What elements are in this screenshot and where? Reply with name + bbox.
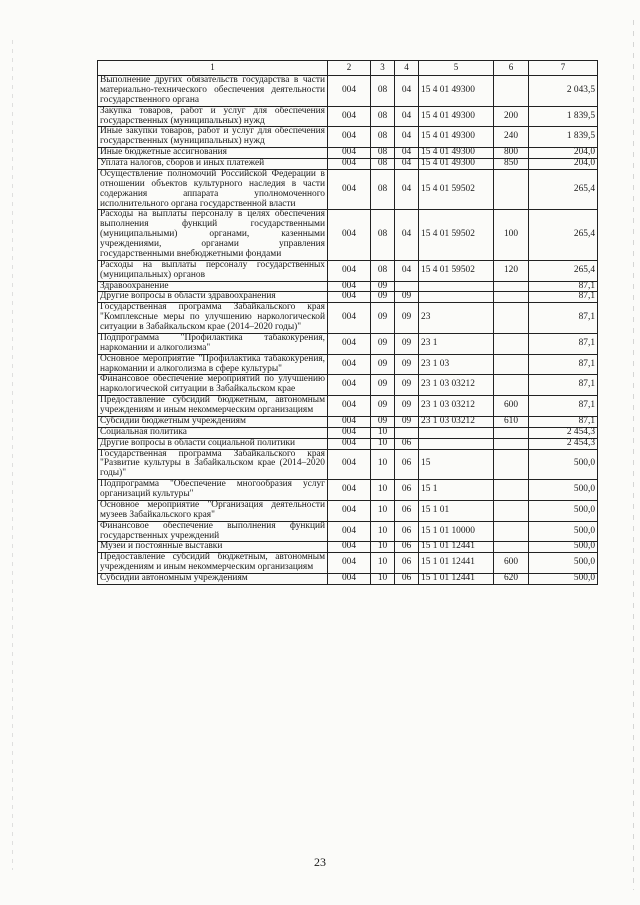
cell-admin-code: 004 [328,427,371,438]
cell-name: Выполнение других обязательств государства в части материально-технического обеспечения деятельности государственного органа [98,76,328,107]
cell-expense-type [494,281,529,292]
cell-target-article [419,292,494,303]
cell-name: Основное мероприятие "Профилактика табакокурения, наркомании и алкоголизма в сфере культуры" [98,354,328,375]
cell-target-article: 15 4 01 49300 [419,127,494,148]
cell-name: Субсидии автономным учреждениям [98,574,328,585]
cell-expense-type: 850 [494,159,529,170]
cell-expense-type [494,303,529,334]
cell-expense-type: 600 [494,396,529,417]
cell-section: 10 [371,542,395,553]
cell-target-article: 15 4 01 49300 [419,76,494,107]
table-row [98,106,598,127]
cell-admin-code: 004 [328,500,371,521]
cell-subsection [395,427,419,438]
cell-amount: 87,1 [529,292,598,303]
cell-expense-type [494,438,529,449]
cell-expense-type [494,333,529,354]
table-header-row [98,61,598,76]
cell-expense-type [494,542,529,553]
table-row [98,500,598,521]
cell-subsection: 06 [395,480,419,501]
cell-subsection: 06 [395,542,419,553]
cell-expense-type: 620 [494,574,529,585]
cell-subsection [395,281,419,292]
cell-amount: 87,1 [529,354,598,375]
table-row [98,127,598,148]
cell-subsection: 06 [395,500,419,521]
cell-name: Субсидии бюджетным учреждениям [98,416,328,427]
cell-name: Закупка товаров, работ и услуг для обеспечения государственных (муниципальных) нужд [98,106,328,127]
table-row [98,574,598,585]
table-row [98,438,598,449]
cell-amount: 2 043,5 [529,76,598,107]
cell-target-article: 15 1 01 12441 [419,553,494,574]
cell-amount: 2 454,3 [529,427,598,438]
table-body [98,76,598,585]
cell-section: 08 [371,127,395,148]
table-row [98,354,598,375]
cell-section: 10 [371,500,395,521]
cell-section: 10 [371,438,395,449]
header-col-2: 2 [328,61,371,76]
cell-amount: 500,0 [529,542,598,553]
cell-section: 10 [371,574,395,585]
cell-admin-code: 004 [328,574,371,585]
cell-subsection: 04 [395,169,419,210]
cell-expense-type: 100 [494,210,529,260]
cell-subsection: 09 [395,354,419,375]
cell-target-article: 15 [419,449,494,480]
cell-section: 08 [371,106,395,127]
cell-section: 09 [371,375,395,396]
cell-target-article [419,438,494,449]
table-row [98,76,598,107]
table-row [98,553,598,574]
cell-target-article: 15 1 01 [419,500,494,521]
cell-section: 08 [371,159,395,170]
cell-name: Предоставление субсидий бюджетным, автономным учреждениям и иным некоммерческим организациям [98,396,328,417]
cell-amount: 1 839,5 [529,106,598,127]
cell-target-article: 15 4 01 59502 [419,169,494,210]
cell-section: 09 [371,281,395,292]
header-col-5: 5 [419,61,494,76]
cell-admin-code: 004 [328,210,371,260]
cell-admin-code: 004 [328,553,371,574]
cell-target-article: 23 1 03 03212 [419,375,494,396]
cell-expense-type: 120 [494,260,529,281]
cell-target-article: 15 4 01 49300 [419,148,494,159]
cell-name: Другие вопросы в области здравоохранения [98,292,328,303]
table-row [98,210,598,260]
cell-section: 08 [371,260,395,281]
cell-section: 08 [371,210,395,260]
cell-section: 10 [371,553,395,574]
cell-expense-type [494,292,529,303]
cell-expense-type: 600 [494,553,529,574]
cell-expense-type [494,500,529,521]
cell-target-article: 15 1 01 12441 [419,574,494,585]
header-col-7: 7 [529,61,598,76]
header-col-6: 6 [494,61,529,76]
cell-admin-code: 004 [328,480,371,501]
cell-admin-code: 004 [328,159,371,170]
scan-edge-left [12,40,13,870]
cell-subsection: 06 [395,574,419,585]
table-row [98,416,598,427]
cell-name: Основное мероприятие "Организация деятельности музеев Забайкальского края" [98,500,328,521]
cell-amount: 1 839,5 [529,127,598,148]
table-row [98,427,598,438]
cell-admin-code: 004 [328,542,371,553]
cell-name: Иные бюджетные ассигнования [98,148,328,159]
cell-name: Расходы на выплаты персоналу в целях обеспечения выполнения функций государственными (муниципальными) органами, казенными учреждениями, органами управления государственными внебюджетными фондами [98,210,328,260]
cell-name: Осуществление полномочий Российской Федерации в отношении объектов культурного наследия в части содержания аппарата уполномоченного исполнительного органа государственной власти [98,169,328,210]
header-col-1: 1 [98,61,328,76]
cell-amount: 87,1 [529,333,598,354]
cell-expense-type [494,427,529,438]
cell-expense-type [494,449,529,480]
cell-amount: 204,0 [529,148,598,159]
cell-amount: 87,1 [529,416,598,427]
cell-subsection: 04 [395,148,419,159]
cell-subsection: 04 [395,127,419,148]
cell-name: Государственная программа Забайкальского края "Развитие культуры в Забайкальском крае (2014–2020 годы)" [98,449,328,480]
cell-name: Подпрограмма "Профилактика табакокурения, наркомании и алкоголизма" [98,333,328,354]
table-row [98,260,598,281]
cell-target-article: 23 [419,303,494,334]
cell-amount: 87,1 [529,396,598,417]
cell-amount: 500,0 [529,553,598,574]
cell-expense-type: 610 [494,416,529,427]
cell-section: 10 [371,427,395,438]
cell-section: 09 [371,292,395,303]
cell-admin-code: 004 [328,281,371,292]
cell-subsection: 04 [395,210,419,260]
cell-name: Государственная программа Забайкальского края "Комплексные меры по улучшению наркологической ситуации в Забайкальском крае (2014–2020 годы)" [98,303,328,334]
cell-name: Иные закупки товаров, работ и услуг для обеспечения государственных (муниципальных) нужд [98,127,328,148]
cell-name: Другие вопросы в области социальной политики [98,438,328,449]
cell-section: 10 [371,480,395,501]
cell-target-article: 23 1 03 [419,354,494,375]
cell-section: 08 [371,148,395,159]
cell-subsection: 06 [395,553,419,574]
cell-admin-code: 004 [328,416,371,427]
cell-amount: 500,0 [529,500,598,521]
cell-subsection: 09 [395,333,419,354]
cell-name: Предоставление субсидий бюджетным, автономным учреждениям и иным некоммерческим организациям [98,553,328,574]
table-row [98,449,598,480]
cell-target-article [419,281,494,292]
cell-admin-code: 004 [328,438,371,449]
cell-target-article: 15 4 01 49300 [419,159,494,170]
table-row [98,396,598,417]
cell-target-article: 15 1 [419,480,494,501]
cell-target-article: 15 4 01 49300 [419,106,494,127]
cell-admin-code: 004 [328,169,371,210]
cell-subsection: 06 [395,521,419,542]
cell-expense-type [494,354,529,375]
cell-name: Подпрограмма "Обеспечение многообразия услуг организаций культуры" [98,480,328,501]
cell-name: Финансовое обеспечение выполнения функций государственных учреждений [98,521,328,542]
cell-target-article: 15 1 01 10000 [419,521,494,542]
cell-expense-type [494,480,529,501]
cell-admin-code: 004 [328,354,371,375]
cell-amount: 2 454,3 [529,438,598,449]
cell-subsection: 09 [395,416,419,427]
cell-admin-code: 004 [328,396,371,417]
cell-subsection: 09 [395,375,419,396]
cell-name: Уплата налогов, сборов и иных платежей [98,159,328,170]
cell-target-article: 15 4 01 59502 [419,210,494,260]
page-number: 23 [314,855,326,869]
table-row [98,303,598,334]
cell-section: 08 [371,169,395,210]
table-row [98,169,598,210]
cell-target-article [419,427,494,438]
cell-section: 10 [371,521,395,542]
cell-subsection: 04 [395,106,419,127]
cell-amount: 87,1 [529,303,598,334]
cell-section: 09 [371,416,395,427]
header-col-3: 3 [371,61,395,76]
header-col-4: 4 [395,61,419,76]
cell-section: 09 [371,354,395,375]
cell-admin-code: 004 [328,449,371,480]
cell-admin-code: 004 [328,375,371,396]
cell-admin-code: 004 [328,292,371,303]
table-row [98,333,598,354]
table-row [98,159,598,170]
cell-section: 10 [371,449,395,480]
cell-expense-type [494,375,529,396]
cell-admin-code: 004 [328,106,371,127]
cell-subsection: 09 [395,396,419,417]
cell-expense-type [494,76,529,107]
cell-subsection: 04 [395,260,419,281]
cell-subsection: 06 [395,449,419,480]
cell-expense-type [494,521,529,542]
cell-admin-code: 004 [328,127,371,148]
cell-target-article: 23 1 03 03212 [419,396,494,417]
table-row [98,148,598,159]
cell-name: Социальная политика [98,427,328,438]
cell-name: Музеи и постоянные выставки [98,542,328,553]
cell-section: 09 [371,333,395,354]
cell-expense-type: 200 [494,106,529,127]
cell-expense-type: 240 [494,127,529,148]
cell-target-article: 23 1 [419,333,494,354]
cell-admin-code: 004 [328,333,371,354]
cell-section: 08 [371,76,395,107]
cell-amount: 500,0 [529,574,598,585]
cell-admin-code: 004 [328,521,371,542]
cell-amount: 204,0 [529,159,598,170]
cell-expense-type: 800 [494,148,529,159]
table-row [98,375,598,396]
cell-target-article: 15 4 01 59502 [419,260,494,281]
cell-admin-code: 004 [328,148,371,159]
cell-target-article: 23 1 03 03212 [419,416,494,427]
cell-amount: 87,1 [529,281,598,292]
cell-amount: 265,4 [529,260,598,281]
cell-amount: 500,0 [529,521,598,542]
scan-edge-right [633,20,634,890]
cell-subsection: 04 [395,159,419,170]
cell-name: Здравоохранение [98,281,328,292]
cell-admin-code: 004 [328,76,371,107]
cell-admin-code: 004 [328,303,371,334]
cell-subsection: 09 [395,292,419,303]
budget-table [97,60,598,585]
cell-amount: 265,4 [529,210,598,260]
cell-name: Финансовое обеспечение мероприятий по улучшению наркологической ситуации в Забайкальском крае [98,375,328,396]
cell-subsection: 06 [395,438,419,449]
cell-subsection: 09 [395,303,419,334]
cell-amount: 265,4 [529,169,598,210]
cell-expense-type [494,169,529,210]
cell-amount: 500,0 [529,480,598,501]
cell-target-article: 15 1 01 12441 [419,542,494,553]
cell-section: 09 [371,303,395,334]
cell-name: Расходы на выплаты персоналу государственных (муниципальных) органов [98,260,328,281]
cell-subsection: 04 [395,76,419,107]
table-row [98,480,598,501]
table-row [98,521,598,542]
cell-section: 09 [371,396,395,417]
cell-amount: 87,1 [529,375,598,396]
cell-amount: 500,0 [529,449,598,480]
cell-admin-code: 004 [328,260,371,281]
